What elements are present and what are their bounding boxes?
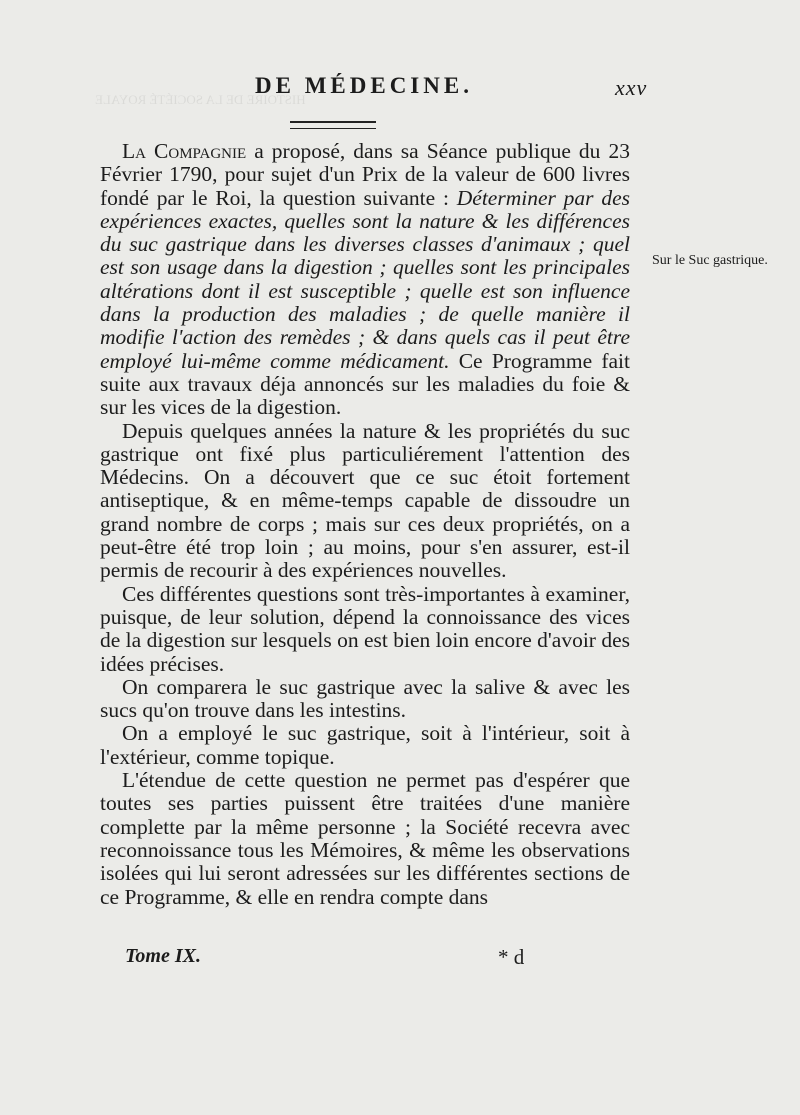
- margin-note: Sur le Suc gastrique.: [652, 253, 768, 268]
- body-text: [100, 140, 630, 909]
- show-through-bleed: HISTOIRE DE LA SOCIÉTÉ ROYALE: [95, 92, 306, 107]
- lead-small-caps: La Compagnie: [122, 139, 247, 163]
- volume-label: Tome IX.: [125, 945, 201, 967]
- paragraph-2: Depuis quelques années la nature & les propriétés du suc gastrique ont fixé plus particuliérement l'attention des Médecins. On a découvert que ce suc étoit fortement antiseptique, & en même-temps capable de dissoudre un grand nombre de corps ; mais sur ces deux propriétés, on a peut-être été trop loin ; au moins, pour s'en assurer, est-il permis de recourir à des expériences nouvelles.: [100, 418, 630, 583]
- paragraph-1-tail: Ce Programme fait suite aux travaux déja annoncés sur les maladies du foie & sur les vices de la digestion.: [100, 348, 631, 420]
- paragraph-1-intro: a proposé, dans sa Séance publique du 23 Février 1790, pour sujet d'un Prix de la valeur de 600 livres fondé par le Roi, la question suivante :: [100, 139, 630, 210]
- page-number: xxv: [615, 75, 648, 100]
- paragraph-1: [100, 140, 630, 420]
- running-head: DE MÉDECINE.: [255, 73, 473, 98]
- paragraph-4: On comparera le suc gastrique avec la salive & avec les sucs qu'on trouve dans les intestins.: [100, 674, 630, 723]
- paragraph-3: Ces différentes questions sont très-importantes à examiner, puisque, de leur solution, dépend la connoissance des vices de la digestion sur lesquels on est bien loin encore d'avoir des idées précises.: [100, 581, 630, 676]
- paragraph-5: On a employé le suc gastrique, soit à l'intérieur, soit à l'extérieur, comme topique.: [100, 721, 630, 769]
- header-rule: [290, 121, 376, 129]
- paragraph-6: L'étendue de cette question ne permet pas d'espérer que toutes ses parties puissent être traitées d'une manière complette par la même personne ; la Société recevra avec reconnoissance tous les Mémoires, & même les observations isolées qui lui seront adressées sur les différentes sections de ce Programme, & elle en rendra compte dans: [100, 768, 630, 909]
- signature-mark: * d: [498, 945, 525, 969]
- page-header: [0, 73, 800, 103]
- page-footer: [0, 945, 800, 975]
- prize-question: Déterminer par des expériences exactes, quelles sont la nature & les différences du suc gastrique dans les diverses classes d'animaux ; quel est son usage dans la digestion ; quelles sont les principales altérations dont il est susceptible ; quelle est son influence dans la production des maladies ; de quelle manière il modifie l'action des remèdes ; & dans quels cas il peut être employé lui-même comme médicament.: [100, 185, 631, 373]
